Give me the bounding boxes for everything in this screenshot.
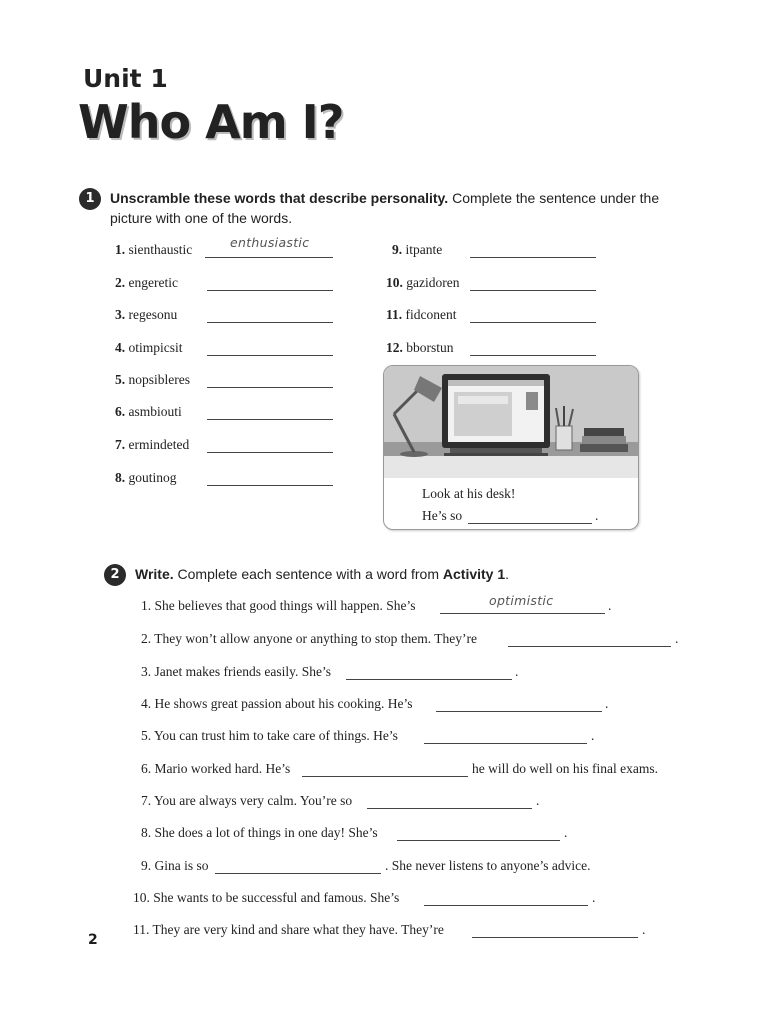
answer-blank[interactable] <box>436 711 602 712</box>
activity-1-instruction-bold: Unscramble these words that describe personality. <box>110 190 449 206</box>
unscramble-item: 3. regesonu <box>115 307 178 322</box>
books-stack-icon <box>580 428 628 452</box>
picture-caption-line2: He’s so <box>422 508 463 523</box>
desk-picture-box <box>383 365 639 530</box>
answer-blank[interactable] <box>205 257 333 258</box>
answer-blank[interactable] <box>470 322 596 323</box>
page-number: 2 <box>88 932 98 948</box>
desk-illustration <box>384 366 638 478</box>
sentence-item: 6. Mario worked hard. He’s <box>141 761 291 776</box>
answer-blank[interactable] <box>302 776 468 777</box>
answer-blank[interactable] <box>207 355 333 356</box>
page-title: Who Am I? <box>78 95 344 149</box>
unscramble-item: 9. itpante <box>392 242 443 257</box>
answer-blank[interactable] <box>508 646 671 647</box>
unscramble-item: 5. nopsibleres <box>115 372 190 387</box>
unscramble-item: 8. goutinog <box>115 470 177 485</box>
unit-label: Unit 1 <box>83 64 168 93</box>
unscramble-item: 6. asmbiouti <box>115 404 182 419</box>
sentence-end: . <box>642 922 646 937</box>
activity-1-instruction-rest: Complete the sentence under the <box>452 190 660 206</box>
sentence-item: 9. Gina is so <box>141 858 209 873</box>
answer-blank[interactable] <box>215 873 381 874</box>
unscramble-item: 10. gazidoren <box>386 275 460 290</box>
activity-2-instruction: Write. Complete each sentence with a word from Activity 1. <box>135 566 510 582</box>
answer-blank[interactable] <box>397 840 560 841</box>
answer-blank[interactable] <box>470 355 596 356</box>
sentence-item: 8. She does a lot of things in one day! She’s <box>141 825 378 840</box>
sentence-item: 5. You can trust him to take care of things. He’s <box>141 728 398 743</box>
sentence-end: . <box>605 696 609 711</box>
sentence-item: 11. They are very kind and share what they have. They’re <box>133 922 444 937</box>
sentence-end: . She never listens to anyone’s advice. <box>385 858 591 873</box>
unscramble-item: 12. bborstun <box>386 340 454 355</box>
unscramble-item: 7. ermindeted <box>115 437 190 452</box>
sentence-end: . <box>608 598 612 613</box>
answer-blank[interactable] <box>470 290 596 291</box>
handwritten-answer: optimistic <box>489 593 554 608</box>
handwritten-answer: enthusiastic <box>230 235 310 250</box>
answer-blank[interactable] <box>424 743 587 744</box>
unscramble-item: 1. sienthaustic <box>115 242 193 257</box>
activity-1-instruction <box>110 188 659 208</box>
answer-blank[interactable] <box>346 679 512 680</box>
answer-blank[interactable] <box>207 387 333 388</box>
sentence-item: 2. They won’t allow anyone or anything to stop them. They’re <box>141 631 477 646</box>
answer-blank[interactable] <box>207 290 333 291</box>
sentence-item: 10. She wants to be successful and famous. She’s <box>133 890 400 905</box>
sentence-end: . <box>564 825 568 840</box>
unscramble-item: 2. engeretic <box>115 275 178 290</box>
answer-blank[interactable] <box>207 322 333 323</box>
answer-blank[interactable] <box>440 613 605 614</box>
picture-answer-blank[interactable] <box>468 523 592 524</box>
answer-blank[interactable] <box>207 419 333 420</box>
sentence-item: 1. She believes that good things will happen. She’s <box>141 598 416 613</box>
sentence-end: . <box>675 631 679 646</box>
unscramble-item: 11. fidconent <box>386 307 457 322</box>
picture-caption-period: . <box>595 508 599 523</box>
answer-blank[interactable] <box>207 485 333 486</box>
sentence-end: . <box>591 728 595 743</box>
sentence-item: 3. Janet makes friends easily. She’s <box>141 664 331 679</box>
answer-blank[interactable] <box>472 937 638 938</box>
computer-monitor-icon <box>442 374 550 456</box>
answer-blank[interactable] <box>207 452 333 453</box>
activity-2-number-badge: 2 <box>104 564 126 586</box>
activity-1-instruction-line2: picture with one of the words. <box>110 210 293 226</box>
sentence-item: 4. He shows great passion about his cooking. He’s <box>141 696 413 711</box>
sentence-end: he will do well on his final exams. <box>472 761 658 776</box>
answer-blank[interactable] <box>424 905 588 906</box>
sentence-end: . <box>592 890 596 905</box>
answer-blank[interactable] <box>367 808 532 809</box>
sentence-item: 7. You are always very calm. You’re so <box>141 793 353 808</box>
activity-1-number-badge: 1 <box>79 188 101 210</box>
sentence-end: . <box>515 664 519 679</box>
sentence-end: . <box>536 793 540 808</box>
picture-caption-line1: Look at his desk! <box>422 486 516 501</box>
answer-blank[interactable] <box>470 257 596 258</box>
unscramble-item: 4. otimpicsit <box>115 340 183 355</box>
